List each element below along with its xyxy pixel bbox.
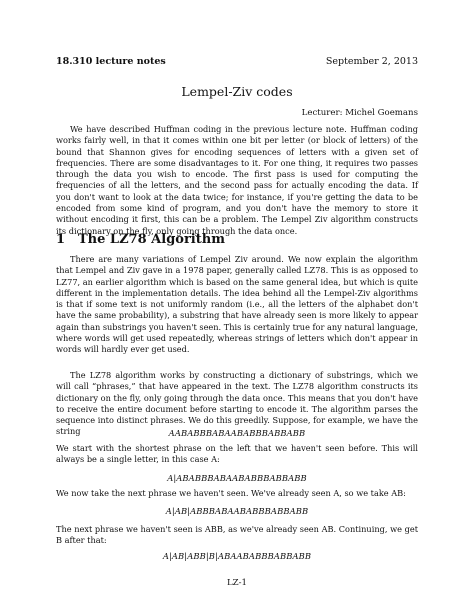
example-string-4: A|AB|ABB|B|ABAABABBBABBABB xyxy=(162,551,312,561)
document-title: Lempel-Ziv codes xyxy=(181,84,293,99)
section-number: 1 xyxy=(56,232,66,247)
section-heading xyxy=(56,232,225,247)
paragraph-shortest-phrase: We start with the shortest phrase on the left that we haven't seen before. This will always be a single letter, in this case A: xyxy=(56,443,418,465)
example-string-2: A|ABABBBABAABABBBABBABB xyxy=(167,473,307,483)
example-string-3: A|AB|ABBBABAABABBBABBABB xyxy=(165,506,309,516)
section-title: The LZ78 Algorithm xyxy=(78,232,225,247)
example-string-1: AABABBBABAABABBBABBABB xyxy=(168,428,306,438)
paragraph-lz78-dictionary: The LZ78 algorithm works by constructing a dictionary of substrings, which we will call “phrases,” that have appeared in the text. The LZ78 algorithm constructs its dictionary on the fly, only going through the data once. This means that you don't have to receive the entire document before starting to encode it. The algorithm parses the sequence into distinct phrases. We do this greedily. Suppose, for example, we have the string xyxy=(56,370,418,437)
date-label: September 2, 2013 xyxy=(325,56,418,67)
paragraph-next-phrase: We now take the next phrase we haven't seen. We've already seen A, so we take AB: xyxy=(56,488,406,498)
paragraph-lz78-intro: There are many variations of Lempel Ziv around. We now explain the algorithm that Lempel and Ziv gave in a 1978 paper, generally called LZ78. This is as opposed to LZ77, an earlier algorithm which is based on the same general idea, but which is quite different in the implementation details. The idea behind all the Lempel-Ziv algorithms is that if some text is not uniformly random (i.e., all the letters of the alphabet don't have the same probability), a substring that have already seen is more likely to appear again than substrings you haven't seen. This is certainly true for any natural language, where words will get used repeatedly, whereas strings of letters which don't appear in words will hardly ever get used. xyxy=(56,254,418,355)
intro-paragraph: We have described Huffman coding in the previous lecture note. Huffman coding works fairly well, in that it comes within one bit per letter (or block of letters) of the bound that Shannon gives for encoding sequences of letters with a given set of frequencies. There are some disadvantages to it. For one thing, it requires two passes through the data you wish to encode. The first pass is used for computing the frequencies of all the letters, and the second pass for actually encoding the data. If you don't want to look at the data twice; for instance, if you're getting the data to be encoded from some kind of program, and you don't have the memory to store it without encoding it first, this can be a problem. The Lempel Ziv algorithm constructs its dictionary on the fly, only going through the data once. xyxy=(56,124,418,236)
course-label: 18.310 lecture notes xyxy=(56,56,166,67)
page-header xyxy=(56,56,418,70)
paragraph-continuing: The next phrase we haven't seen is ABB, as we've already seen AB. Continuing, we get B after that: xyxy=(56,524,418,546)
lecturer-line: Lecturer: Michel Goemans xyxy=(301,108,418,118)
page-number: LZ-1 xyxy=(226,578,248,588)
